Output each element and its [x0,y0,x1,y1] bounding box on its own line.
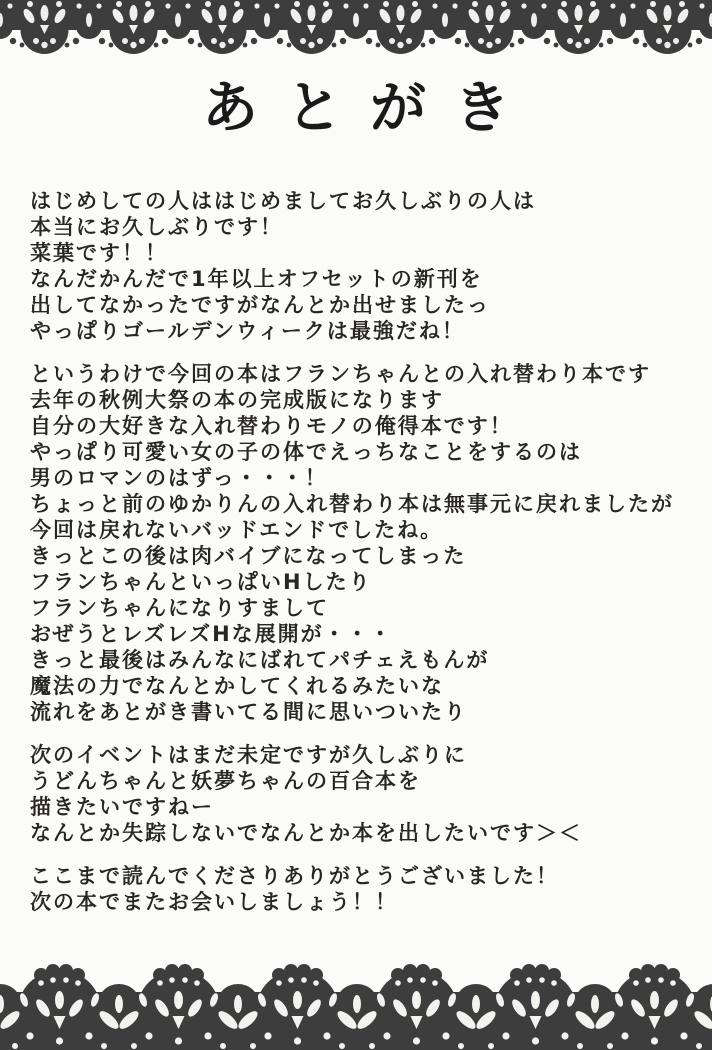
text-line: 魔法の力でなんとかしてくれるみたいな [30,674,444,698]
text-line: はじめしての人ははじめましてお久しぶりの人は [30,189,536,213]
text-line: やっぱりゴールデンウィークは最強だね！ [30,319,465,343]
paragraph-thanks [30,863,710,915]
text-line: 去年の秋例大祭の本の完成版になります [30,388,444,412]
text-line: きっとこの後は肉バイブになってしまった [30,544,467,568]
text-line: きっと最後はみんなにばれてパチェえもんが [30,648,490,672]
text-line: なんとか失踪しないでなんとか本を出したいです＞＜ [30,821,582,845]
text-line: フランちゃんといっぱいHしたり [30,570,372,594]
paragraph-next-event [30,742,710,846]
text-line: 次のイベントはまだ未定ですが久しぶりに [30,743,467,767]
text-line: ここまで読んでくださりありがとうございました！ [30,864,559,888]
paragraph-intro [30,188,710,344]
text-line: 描きたいですねー [30,795,214,819]
text-line: 次の本でまたお会いしましょう！！ [30,890,398,914]
text-line: ちょっと前のゆかりんの入れ替わり本は無事元に戻れましたが [30,492,674,516]
text-line: 流れをあとがき書いてる間に思いついたり [30,700,467,724]
text-line: 自分の大好きな入れ替わりモノの俺得本です！ [30,414,513,438]
text-line: 菜葉です！！ [30,241,168,265]
text-line: なんだかんだで1年以上オフセットの新刊を [30,267,483,291]
lace-bottom-svg [0,958,712,1050]
page-title: あとがき [202,76,538,141]
text-line: フランちゃんになりすまして [30,596,329,620]
lace-border-top-image [0,0,712,60]
lace-border-bottom-image [0,958,712,1050]
lace-top-svg [0,0,712,60]
text-line: 出してなかったですがなんとか出せましたっ [30,293,490,317]
text-line: おぜうとレズレズHな展開が・・・ [30,622,393,646]
paragraph-book-details [30,361,710,725]
text-line: 男のロマンのはずっ・・・！ [30,466,328,490]
afterword-text [30,188,710,932]
text-line: というわけで今回の本はフランちゃんとの入れ替わり本です [30,362,651,386]
text-line: うどんちゃんと妖夢ちゃんの百合本を [30,769,421,793]
text-line: 今回は戻れないバッドエンドでしたね。 [30,518,444,542]
text-line: やっぱり可愛い女の子の体でえっちなことをするのは [30,440,582,464]
text-line: 本当にお久しぶりです！ [30,215,283,239]
